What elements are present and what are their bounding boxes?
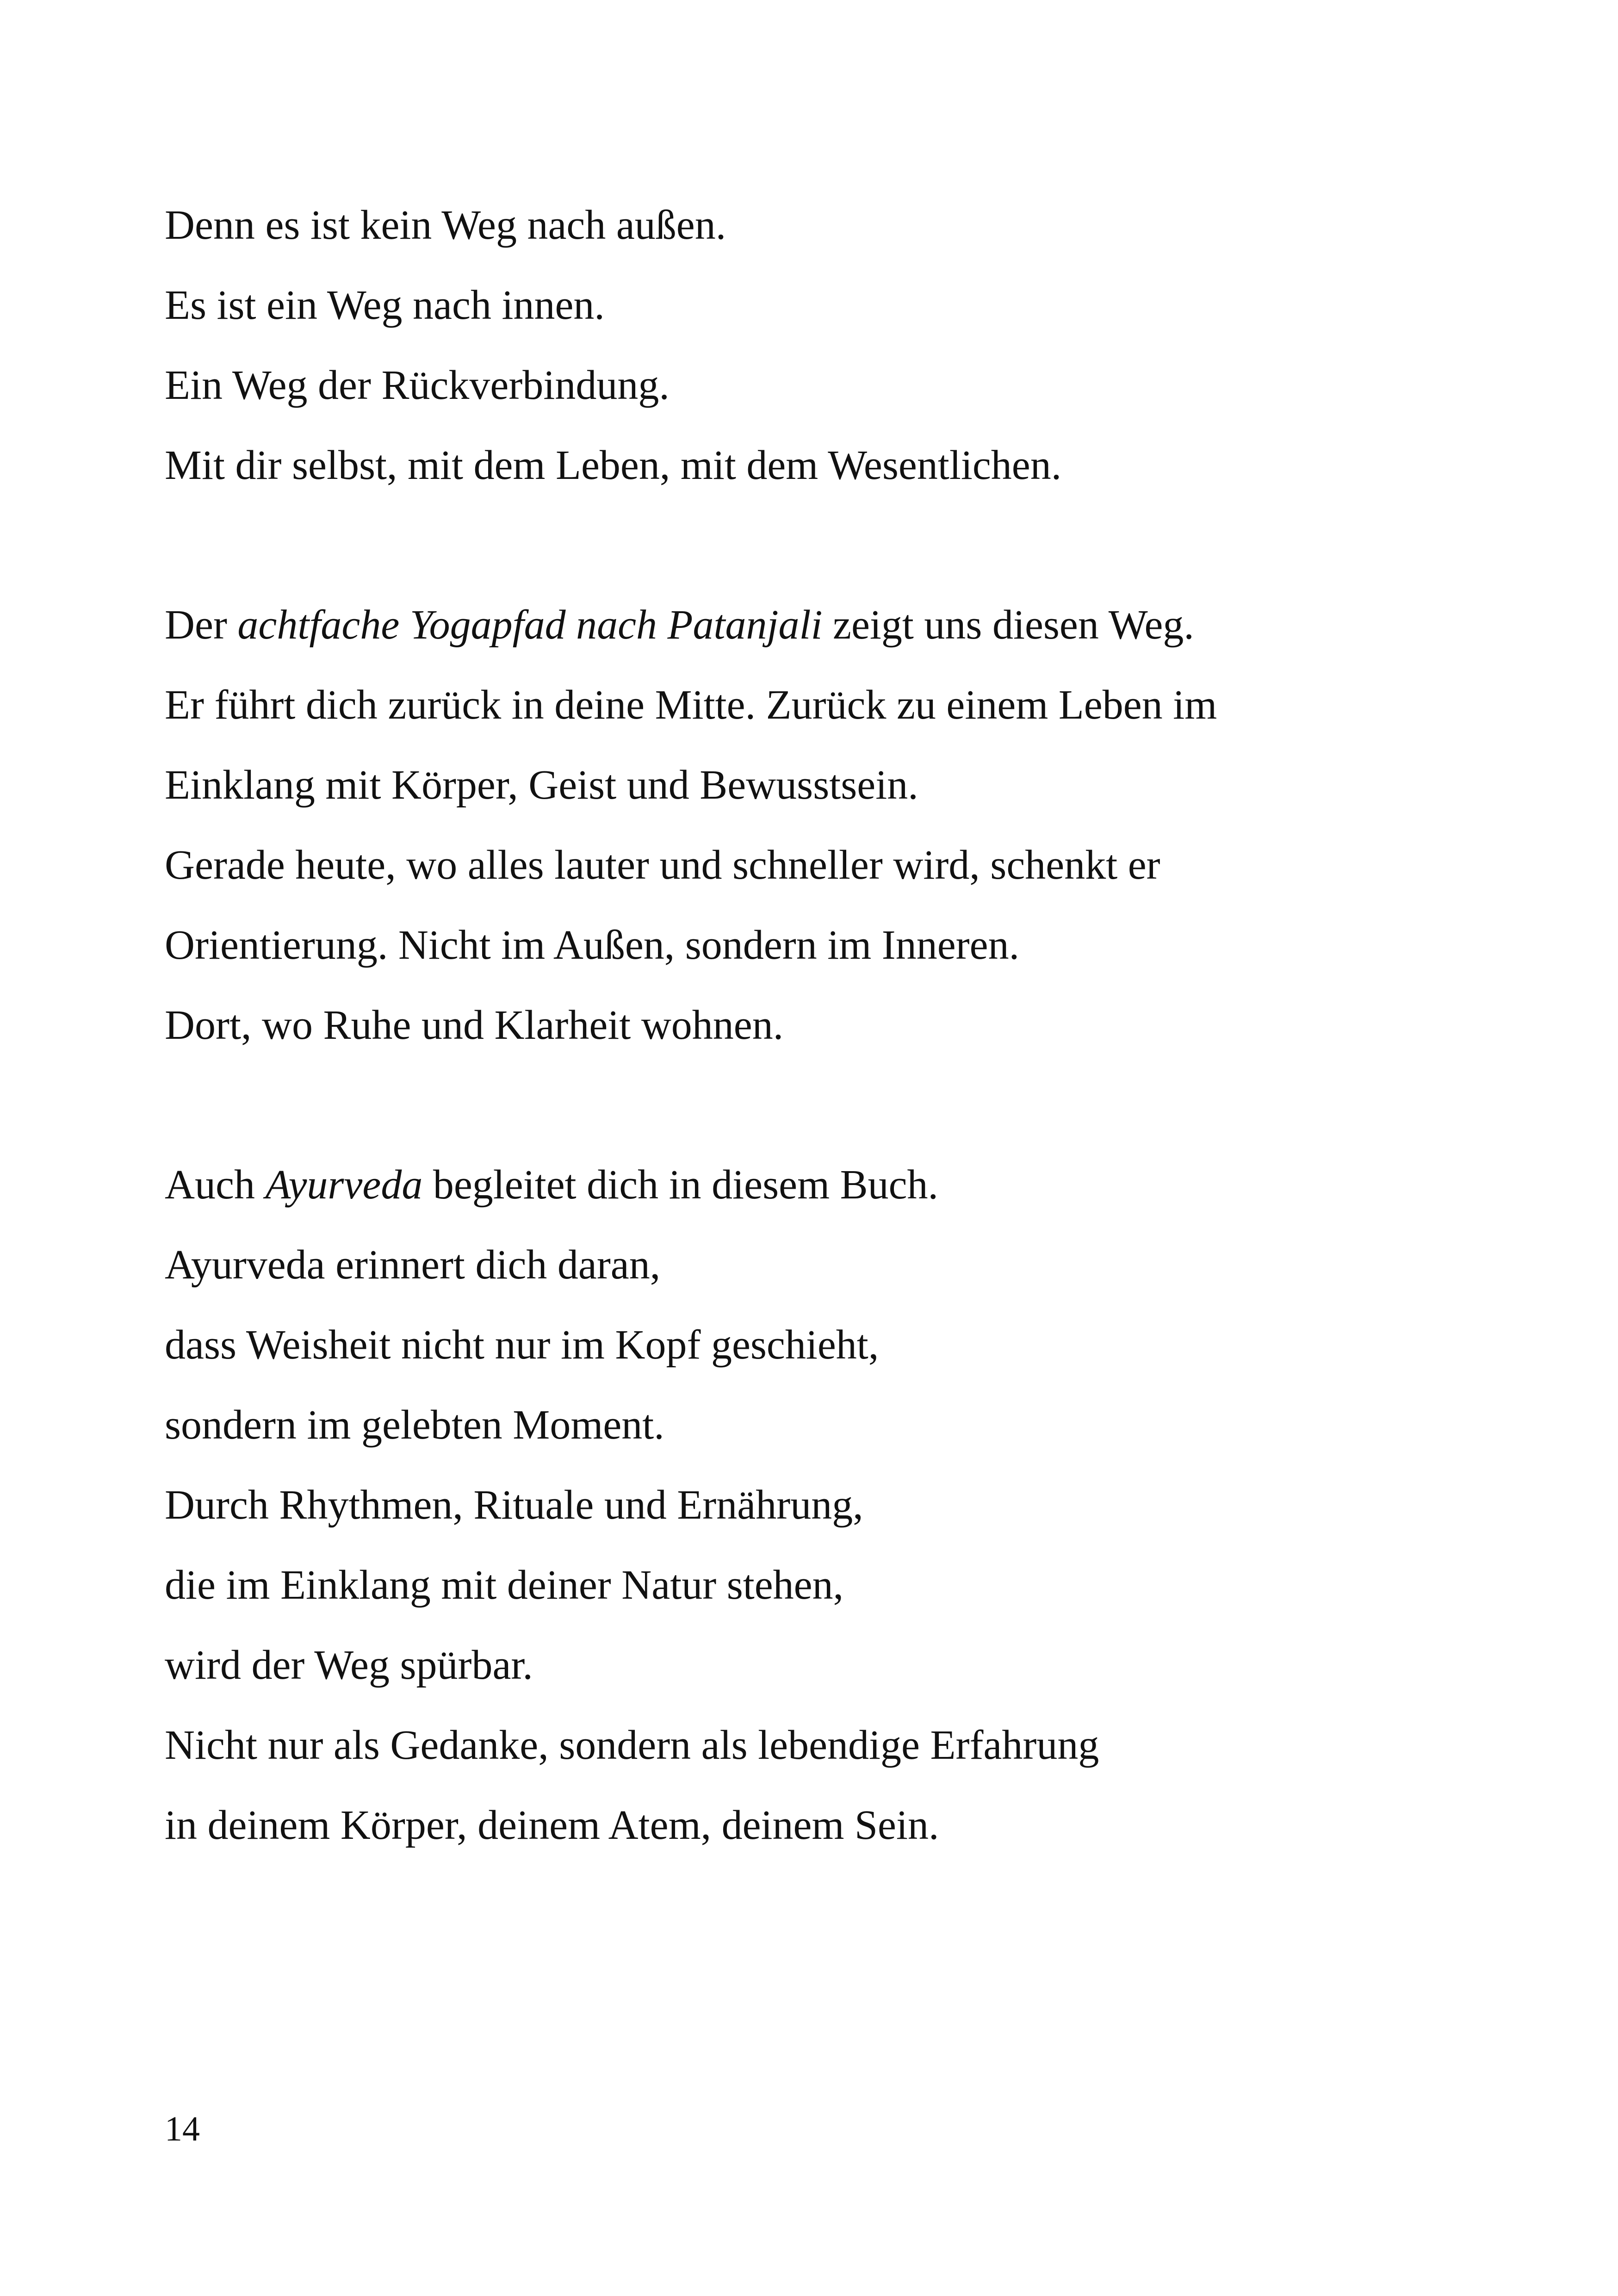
stanza-3-line-5: Durch Rhythmen, Rituale und Ernährung, — [165, 1482, 863, 1528]
stanza-3-line-8: Nicht nur als Gedanke, sondern als lebendige Erfahrung — [165, 1722, 1099, 1768]
stanza-2-line-6: Dort, wo Ruhe und Klarheit wohnen. — [165, 1002, 784, 1048]
stanza-2-line-4: Gerade heute, wo alles lauter und schneller wird, schenkt er — [165, 842, 1160, 888]
stanza-1-line-1: Denn es ist kein Weg nach außen. — [165, 202, 726, 248]
stanza-1-line-4: Mit dir selbst, mit dem Leben, mit dem Wesentlichen. — [165, 442, 1062, 488]
stanza-3-line-6: die im Einklang mit deiner Natur stehen, — [165, 1562, 844, 1608]
stanza-2-line-3: Einklang mit Körper, Geist und Bewusstsein. — [165, 762, 918, 808]
stanza-3-line-7: wird der Weg spürbar. — [165, 1642, 533, 1688]
stanza-3-line-2: Ayurveda erinnert dich daran, — [165, 1242, 661, 1288]
italic-term-ayurveda: Ayurveda — [265, 1162, 423, 1208]
stanza-2-line-5: Orientierung. Nicht im Außen, sondern im Inneren. — [165, 922, 1020, 968]
stanza-1-line-3: Ein Weg der Rückverbindung. — [165, 362, 670, 408]
stanza-1-line-2: Es ist ein Weg nach innen. — [165, 282, 605, 328]
stanza-2-line-1: Der achtfache Yogapfad nach Patanjali zeigt uns diesen Weg. — [165, 602, 1194, 648]
stanza-2-line-2: Er führt dich zurück in deine Mitte. Zurück zu einem Leben im — [165, 682, 1217, 728]
page-number: 14 — [165, 2110, 200, 2148]
stanza-3-line-4: sondern im gelebten Moment. — [165, 1402, 664, 1448]
stanza-3-line-3: dass Weisheit nicht nur im Kopf geschieht, — [165, 1322, 879, 1368]
stanza-3-line-1: Auch Ayurveda begleitet dich in diesem Buch. — [165, 1162, 939, 1208]
stanza-3-line-9: in deinem Körper, deinem Atem, deinem Sein. — [165, 1802, 939, 1848]
italic-term-yogapfad: achtfache Yogapfad nach Patanjali — [237, 602, 823, 648]
